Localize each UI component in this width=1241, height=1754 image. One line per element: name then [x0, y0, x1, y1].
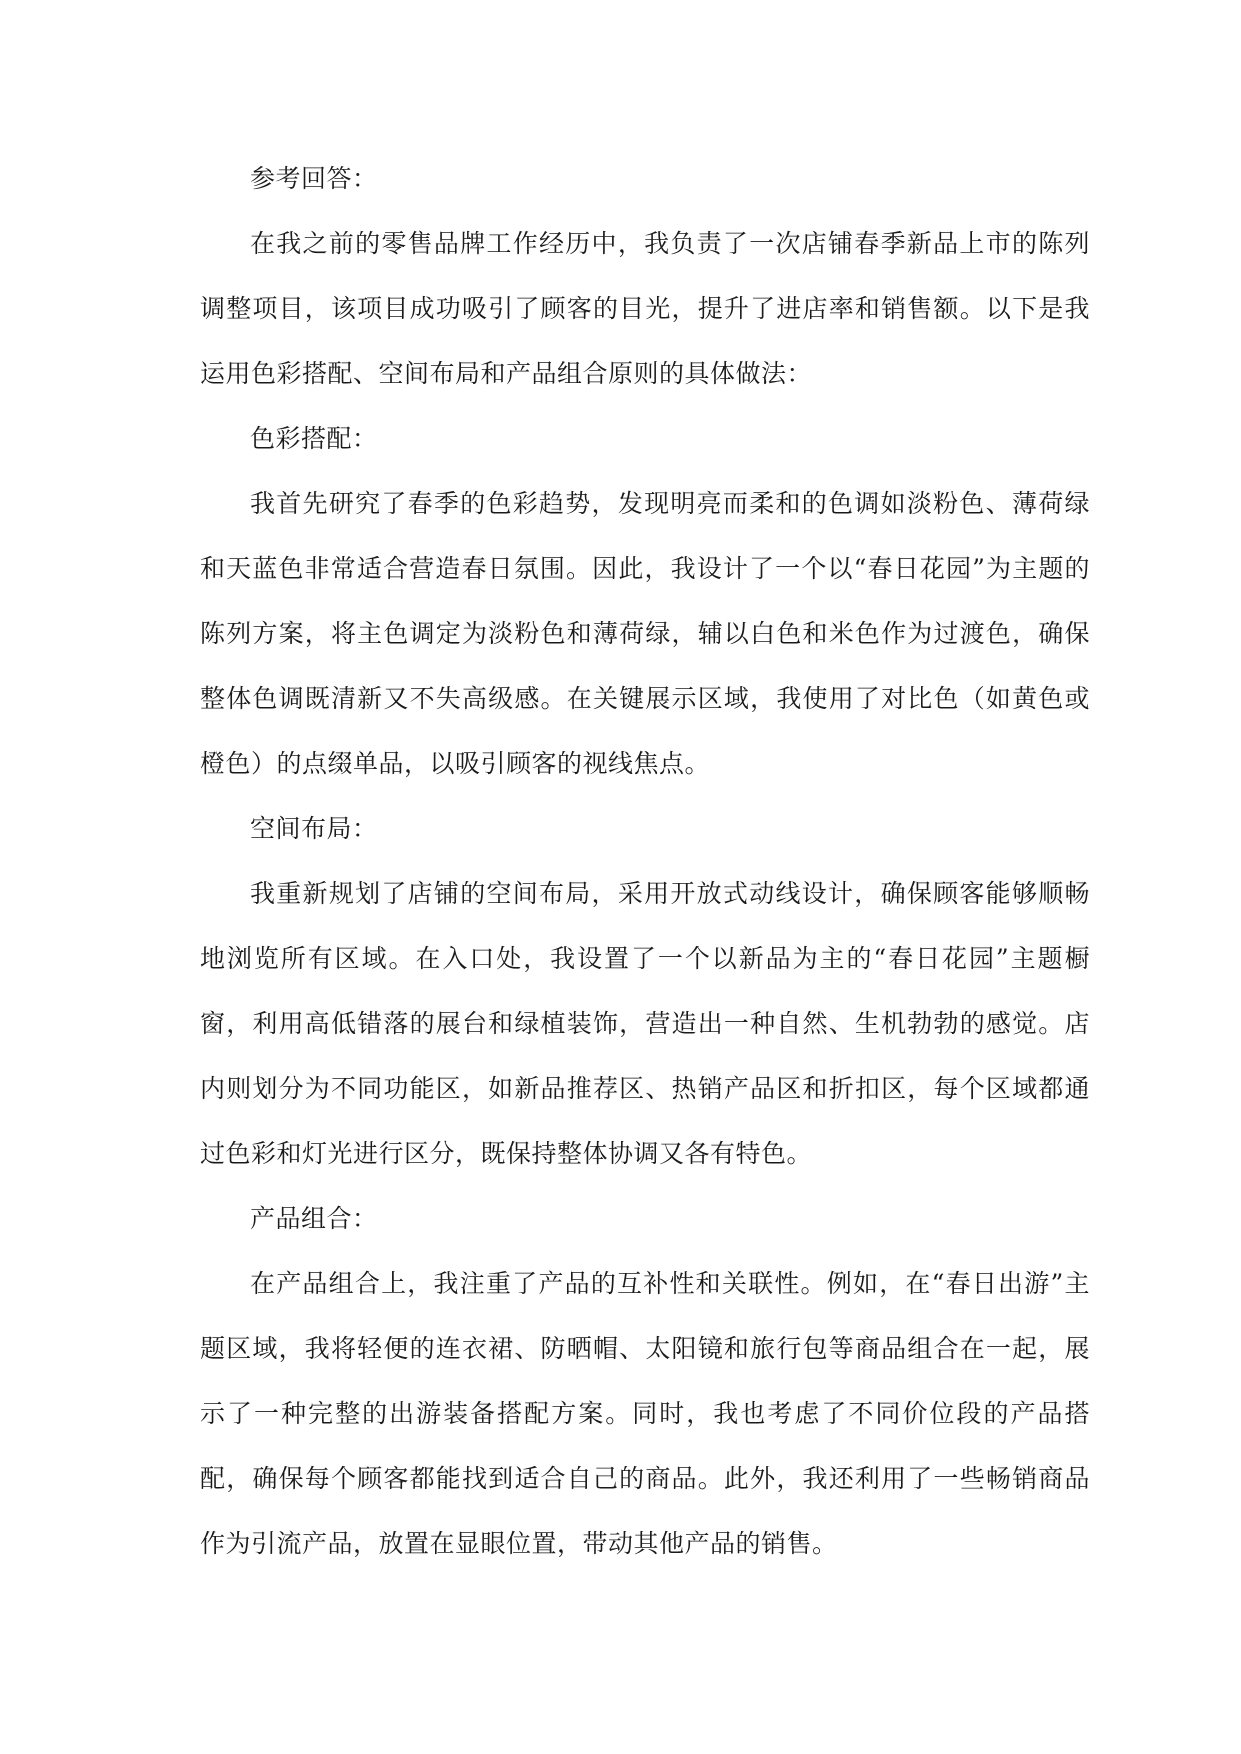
color-heading: 色彩搭配：: [250, 424, 378, 453]
product-paragraph: 在产品组合上，我注重了产品的互补性和关联性。例如，在“春日出游”主题区域，我将轻便的连衣裙、防晒帽、太阳镜和旅行包等商品组合在一起，展示了一种完整的出游装备搭配方案。同时，我也考虑了不同价位段的产品搭配，确保每个顾客都能找到适合自己的商品。此外，我还利用了一些畅销商品作为引流产品，放置在显眼位置，带动其他产品的销售。: [200, 1269, 1090, 1558]
document-page: [200, 146, 1090, 1576]
layout-paragraph: 我重新规划了店铺的空间布局，采用开放式动线设计，确保顾客能够顺畅地浏览所有区域。在入口处，我设置了一个以新品为主的“春日花园”主题橱窗，利用高低错落的展台和绿植装饰，营造出一种自然、生机勃勃的感觉。店内则划分为不同功能区，如新品推荐区、热销产品区和折扣区，每个区域都通过色彩和灯光进行区分，既保持整体协调又各有特色。: [200, 879, 1090, 1168]
color-paragraph: 我首先研究了春季的色彩趋势，发现明亮而柔和的色调如淡粉色、薄荷绿和天蓝色非常适合营造春日氛围。因此，我设计了一个以“春日花园”为主题的陈列方案，将主色调定为淡粉色和薄荷绿，辅以白色和米色作为过渡色，确保整体色调既清新又不失高级感。在关键展示区域，我使用了对比色（如黄色或橙色）的点缀单品，以吸引顾客的视线焦点。: [200, 489, 1090, 778]
product-heading: 产品组合：: [250, 1204, 378, 1233]
answer-heading: 参考回答：: [250, 164, 378, 193]
layout-heading: 空间布局：: [250, 814, 378, 843]
intro-paragraph: 在我之前的零售品牌工作经历中，我负责了一次店铺春季新品上市的陈列调整项目，该项目成功吸引了顾客的目光，提升了进店率和销售额。以下是我运用色彩搭配、空间布局和产品组合原则的具体做法：: [200, 229, 1090, 388]
